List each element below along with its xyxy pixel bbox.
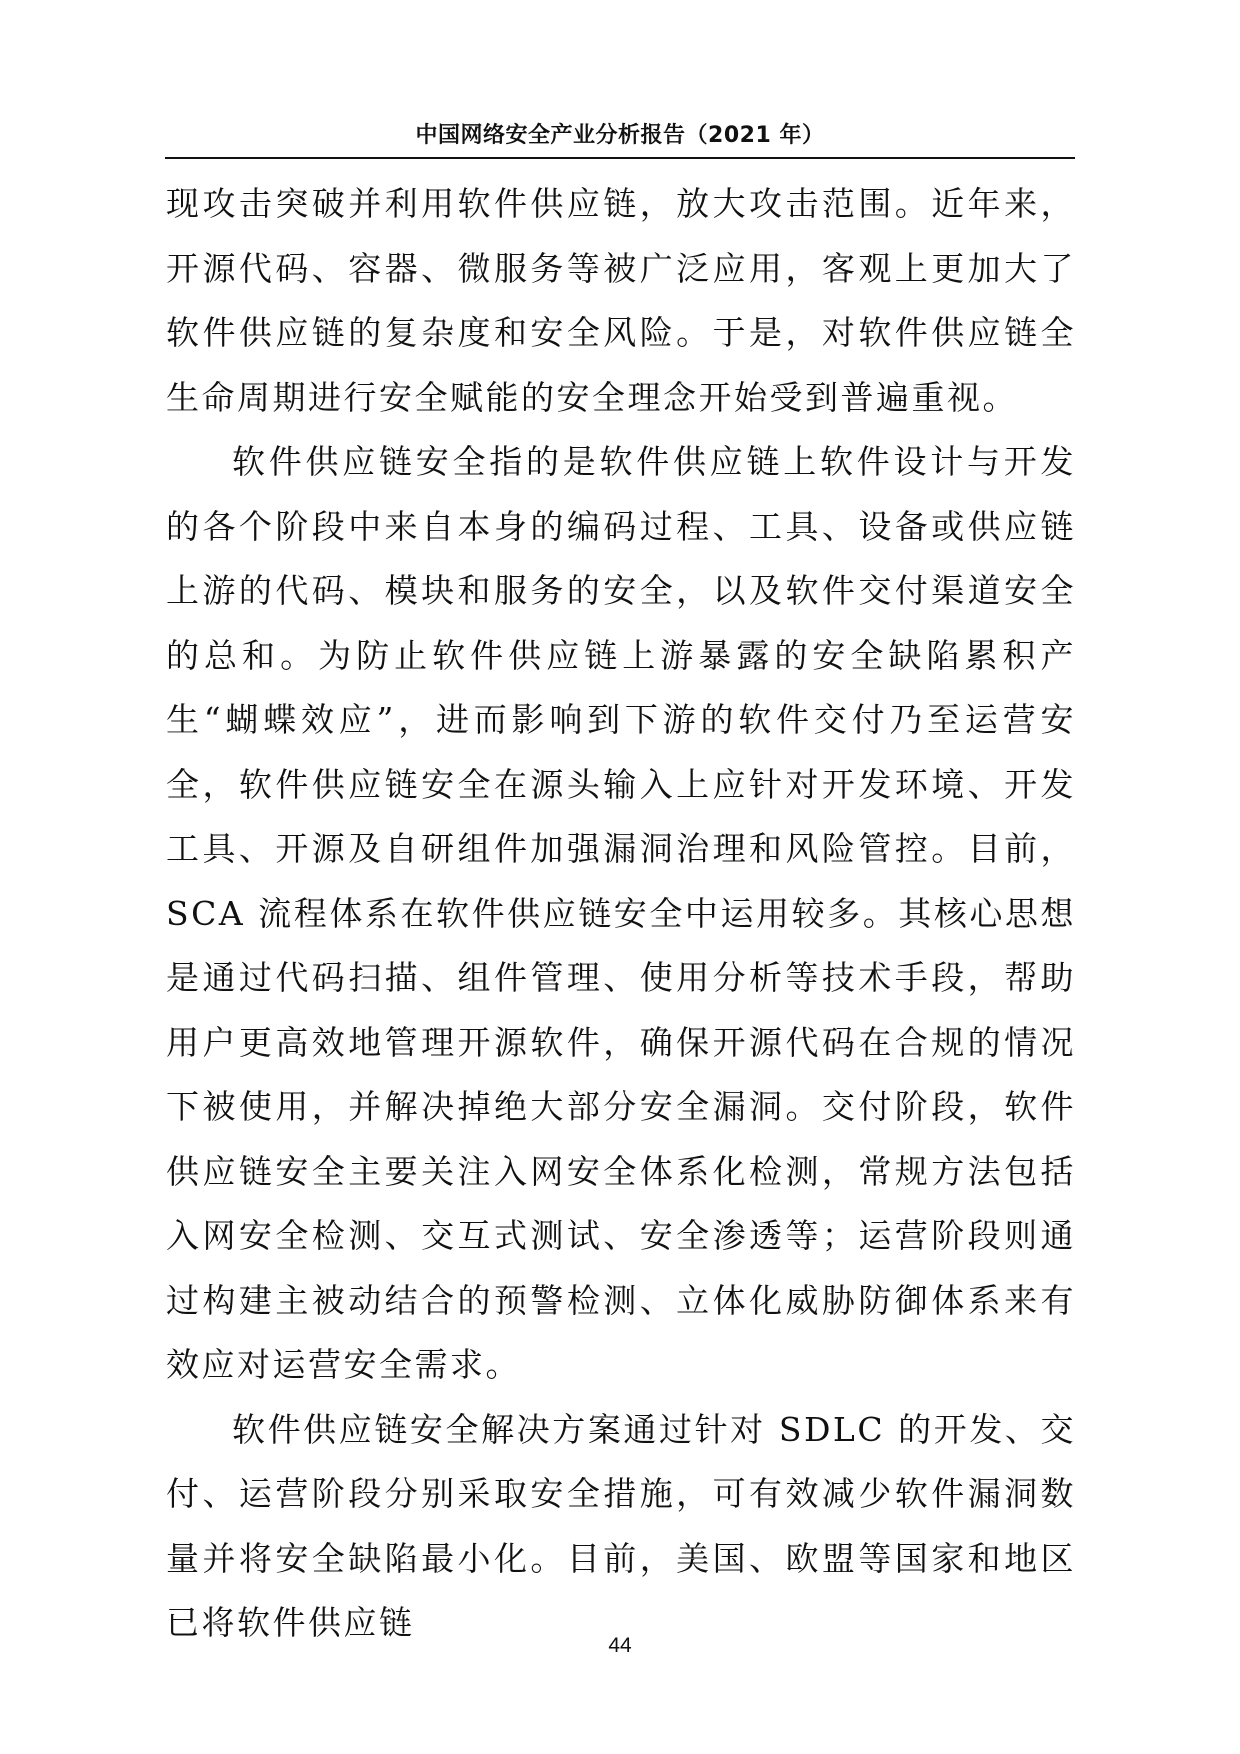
page-header-title: 中国网络安全产业分析报告（2021 年）: [415, 123, 825, 148]
paragraph-1: 现攻击突破并利用软件供应链，放大攻击范围。近年来，开源代码、容器、微服务等被广泛应用，客观上更加大了软件供应链的复杂度和安全风险。于是，对软件供应链全生命周期进行安全赋能的安全理念开始受到普遍重视。: [166, 184, 1076, 417]
paragraph-3: 软件供应链安全解决方案通过针对 SDLC 的开发、交付、运营阶段分别采取安全措施，可有效减少软件漏洞数量并将安全缺陷最小化。目前，美国、欧盟等国家和地区已将软件供应链: [166, 1409, 1076, 1642]
paragraph-2: 软件供应链安全指的是软件供应链上软件设计与开发的各个阶段中来自本身的编码过程、工具、设备或供应链上游的代码、模块和服务的安全，以及软件交付渠道安全的总和。为防止软件供应链上游暴露的安全缺陷累积产生“蝴蝶效应”，进而影响到下游的软件交付乃至运营安全，软件供应链安全在源头输入上应针对开发环境、开发工具、开源及自研组件加强漏洞治理和风险管控。目前，SCA 流程体系在软件供应链安全中运用较多。其核心思想是通过代码扫描、组件管理、使用分析等技术手段，帮助用户更高效地管理开源软件，确保开源代码在合规的情况下被使用，并解决掉绝大部分安全漏洞。交付阶段，软件供应链安全主要关注入网安全体系化检测，常规方法包括入网安全检测、交互式测试、安全渗透等；运营阶段则通过构建主被动结合的预警检测、立体化威胁防御体系来有效应对运营安全需求。: [166, 442, 1076, 1384]
page-number: 44: [608, 1634, 632, 1657]
header-divider: [165, 157, 1075, 159]
body-text: [166, 172, 1076, 1656]
